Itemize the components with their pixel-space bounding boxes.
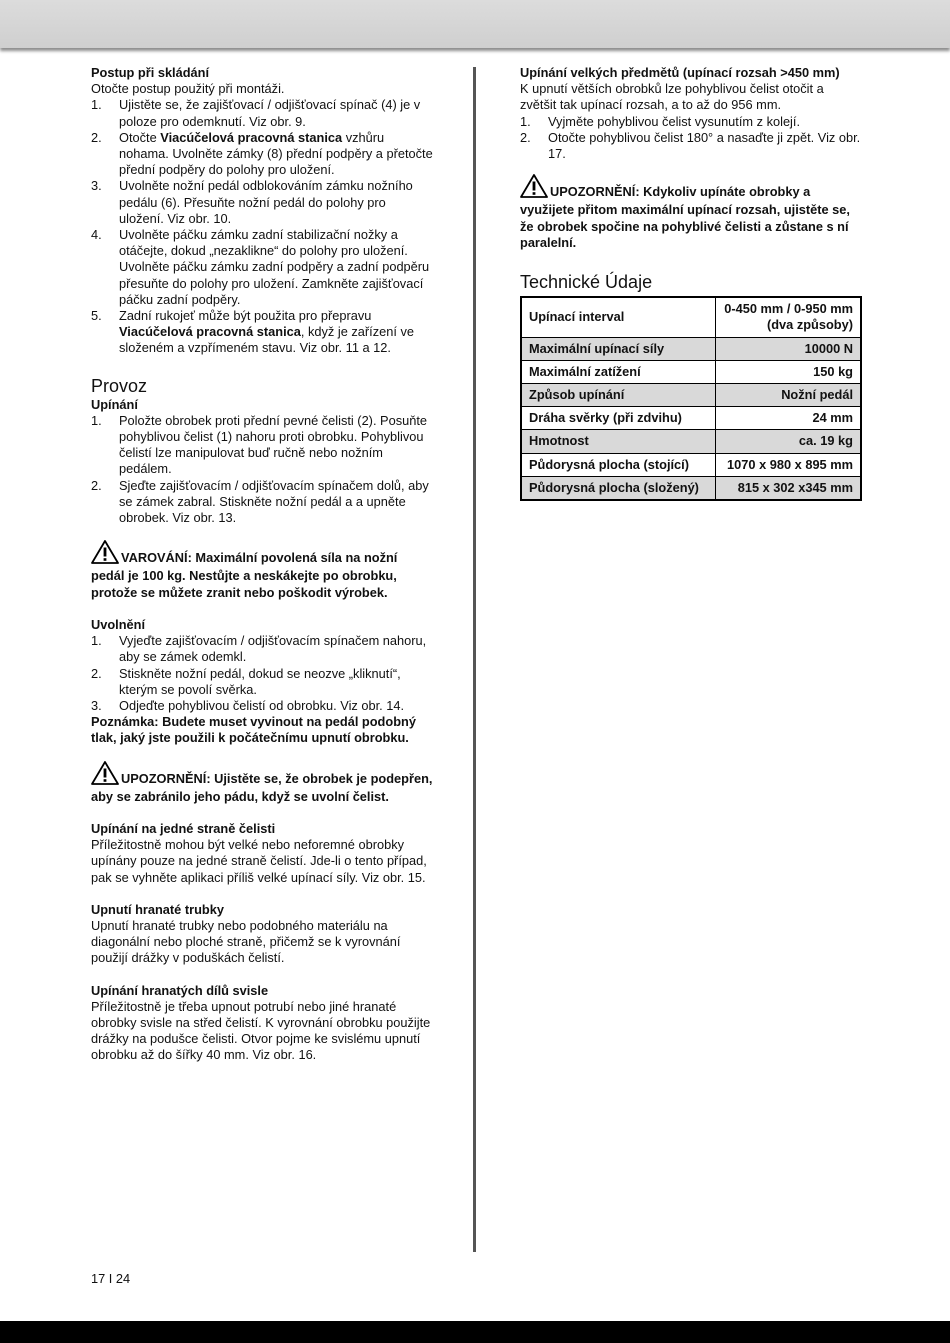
step-text: Stiskněte nožní pedál, dokud se neozve „kliknutí“, kterým se povolí svěrka. xyxy=(119,665,401,697)
table-row xyxy=(521,407,861,430)
step-text: Ujistěte se, že zajišťovací / odjišťovací spínač (4) je v poloze pro odemknutí. Viz obr. 9. xyxy=(119,97,421,129)
spec-label: Maximální zatížení xyxy=(521,360,716,383)
table-row xyxy=(521,453,861,476)
spec-value: 10000 N xyxy=(716,337,862,360)
step-number: 4. xyxy=(91,227,102,243)
warning-block xyxy=(91,540,433,601)
list-item xyxy=(520,130,862,162)
warning-icon xyxy=(91,540,119,568)
list-item xyxy=(91,633,433,665)
list-item xyxy=(520,114,862,130)
list-item xyxy=(91,413,433,478)
note-text: Poznámka: Budete muset vyvinout na pedál podobný tlak, jaký jste použili k počátečnímu upnutí obrobku. xyxy=(91,714,416,746)
step-text: Uvolněte páčku zámku zadní stabilizační nožky a otáčejte, dokud „nezaklikne“ do polohy pro uložení. Uvolněte páčku zámku zadní podpěry a zadní podpěru přesuňte do polohy pro uložení. Zamkněte zajišťovací páčku zadní podpěry. xyxy=(119,227,430,307)
spec-label: Hmotnost xyxy=(521,430,716,453)
step-number: 2. xyxy=(520,129,531,145)
spec-value: Nožní pedál xyxy=(716,383,862,406)
step-text: , když je zařízení ve složeném a vzpřímeném stavu. Viz obr. 11 a 12. xyxy=(119,324,414,356)
list-item xyxy=(91,130,433,179)
footer-bar xyxy=(0,1321,950,1343)
step-number: 1. xyxy=(520,113,531,129)
step-number: 1. xyxy=(91,97,102,113)
warning-icon xyxy=(91,761,119,789)
large-objects-heading: Upínání velkých předmětů (upínací rozsah >450 mm) xyxy=(520,65,840,80)
column-divider xyxy=(473,67,476,1252)
step-number: 2. xyxy=(91,665,102,681)
table-row xyxy=(521,430,861,453)
spec-value: 815 x 302 x345 mm xyxy=(716,476,862,500)
warning-text: VAROVÁNÍ: Maximální povolená síla na nožní pedál je 100 kg. Nestůjte a neskákejte po obrobku, protože se můžete zranit nebo poškodit výrobek. xyxy=(91,550,398,600)
tech-title: Technické Údaje xyxy=(520,272,653,293)
left-column xyxy=(91,65,433,1064)
step-text: Zadní rukojeť může být použita pro přepravu xyxy=(119,308,372,324)
step-text: Otočte pohyblivou čelist 180° a nasaďte ji zpět. Viz obr. 17. xyxy=(548,129,861,162)
spec-table xyxy=(520,296,862,501)
folding-intro: Otočte postup použitý při montáži. xyxy=(91,81,285,97)
step-number: 3. xyxy=(91,697,102,713)
one-side-heading: Upínání na jedné straně čelisti xyxy=(91,820,276,836)
large-objects-intro: K upnutí větších obrobků lze pohyblivou čelist otočit a zvětšit tak upínací rozsah, a to až do 956 mm. xyxy=(520,81,824,113)
product-name: Viacúčelová pracovná stanica xyxy=(160,129,343,145)
step-text: Vyjměte pohyblivou čelist vysunutím z kolejí. xyxy=(548,113,801,129)
spec-label: Dráha svěrky (při zdvihu) xyxy=(521,407,716,430)
spec-value: ca. 19 kg xyxy=(716,430,862,453)
operation-title: Provoz xyxy=(91,375,148,396)
spec-value: 1070 x 980 x 895 mm xyxy=(716,453,862,476)
spec-value: 24 mm xyxy=(716,407,862,430)
release-steps xyxy=(91,633,433,714)
list-item xyxy=(91,178,433,227)
table-row xyxy=(521,337,861,360)
right-column xyxy=(520,65,862,501)
step-number: 5. xyxy=(91,308,102,324)
warning-icon xyxy=(520,174,548,202)
step-number: 2. xyxy=(91,477,102,493)
step-text: Odjeďte pohyblivou čelistí od obrobku. Viz obr. 14. xyxy=(119,697,405,713)
table-row xyxy=(521,383,861,406)
square-tube-heading: Upnutí hranaté trubky xyxy=(91,901,224,917)
caution-text: UPOZORNĚNÍ: Ujistěte se, že obrobek je podepřen, aby se zabránilo jeho pádu, když se uvolní čelist. xyxy=(91,770,433,804)
vertical-text: Příležitostně je třeba upnout potrubí nebo jiné hranaté obrobky svisle na střed čelistí. K vyrovnání obrobku použijte drážky na podušce čelisti. Otvor pojme ke svislému upnutí obrobku až do šířky 40 mm. Viz obr. 16. xyxy=(91,998,431,1063)
spec-label: Maximální upínací síly xyxy=(521,337,716,360)
page-number: 17 I 24 xyxy=(91,1271,131,1286)
list-item xyxy=(91,97,433,129)
spec-label: Upínací interval xyxy=(521,297,716,337)
header-bar xyxy=(0,0,950,48)
spec-label: Způsob upínání xyxy=(521,383,716,406)
caution-text: UPOZORNĚNÍ: Kdykoliv upínáte obrobky a využijete přitom maximální upínací rozsah, ujistěte se, že obrobek spočine na pohyblivé čelisti a zůstane s ní paralelní. xyxy=(520,184,850,250)
list-item xyxy=(91,478,433,527)
table-row xyxy=(521,360,861,383)
caution-block xyxy=(520,174,862,251)
folding-heading: Postup při skládání xyxy=(91,65,210,80)
list-item xyxy=(91,666,433,698)
step-text: Uvolněte nožní pedál odblokováním zámku nožního pedálu (6). Přesuňte nožní pedál do polohy pro uložení. Viz obr. 10. xyxy=(119,178,413,226)
step-text: Vyjeďte zajišťovacím / odjišťovacím spínačem nahoru, aby se zámek odemkl. xyxy=(119,633,427,665)
spec-label: Půdorysná plocha (stojící) xyxy=(521,453,716,476)
step-text: Položte obrobek proti přední pevné čelisti (2). Posuňte pohyblivou čelist (1) nahoru proti obrobku. Pohyblivou čelistí lze manipulovat buď ručně nebo nožním pedálem. xyxy=(119,412,428,477)
step-text: vzhůru nohama. Uvolněte zámky (8) přední podpěry a přetočte přední podpěry do polohy pro uložení. xyxy=(119,129,433,178)
step-number: 1. xyxy=(91,633,102,649)
list-item xyxy=(91,227,433,308)
spec-value: 0-450 mm / 0-950 mm (dva způsoby) xyxy=(716,297,862,337)
step-number: 1. xyxy=(91,412,102,428)
table-row xyxy=(521,476,861,500)
caution-block xyxy=(91,761,433,805)
step-number: 3. xyxy=(91,178,102,194)
table-row xyxy=(521,297,861,337)
large-objects-steps xyxy=(520,114,862,163)
clamping-steps xyxy=(91,413,433,526)
step-text: Otočte xyxy=(119,129,161,145)
list-item xyxy=(91,308,433,357)
product-name: Viacúčelová pracovná stanica xyxy=(119,324,301,340)
one-side-text: Příležitostně mohou být velké nebo neforemné obrobky upínány pouze na jedné straně čelistí. Jde-li o tento případ, pak se vyhněte aplikaci příliš velké upínací síly. Viz obr. 15. xyxy=(91,837,427,885)
step-number: 2. xyxy=(91,129,102,145)
spec-label: Půdorysná plocha (složený) xyxy=(521,476,716,500)
step-text: Sjeďte zajišťovacím / odjišťovacím spínačem dolů, aby se zámek zabral. Stiskněte nožní pedál a a upněte obrobek. Viz obr. 13. xyxy=(119,477,429,526)
vertical-heading: Upínání hranatých dílů svisle xyxy=(91,982,269,998)
list-item xyxy=(91,698,433,714)
folding-steps xyxy=(91,97,433,356)
clamping-heading: Upínání xyxy=(91,396,138,412)
spec-value: 150 kg xyxy=(716,360,862,383)
release-heading: Uvolnění xyxy=(91,616,146,632)
square-tube-text: Upnutí hranaté trubky nebo podobného materiálu na diagonální nebo ploché straně, přičemž se k vyrovnání použijí drážky v poduškách čelistí. xyxy=(91,917,401,966)
